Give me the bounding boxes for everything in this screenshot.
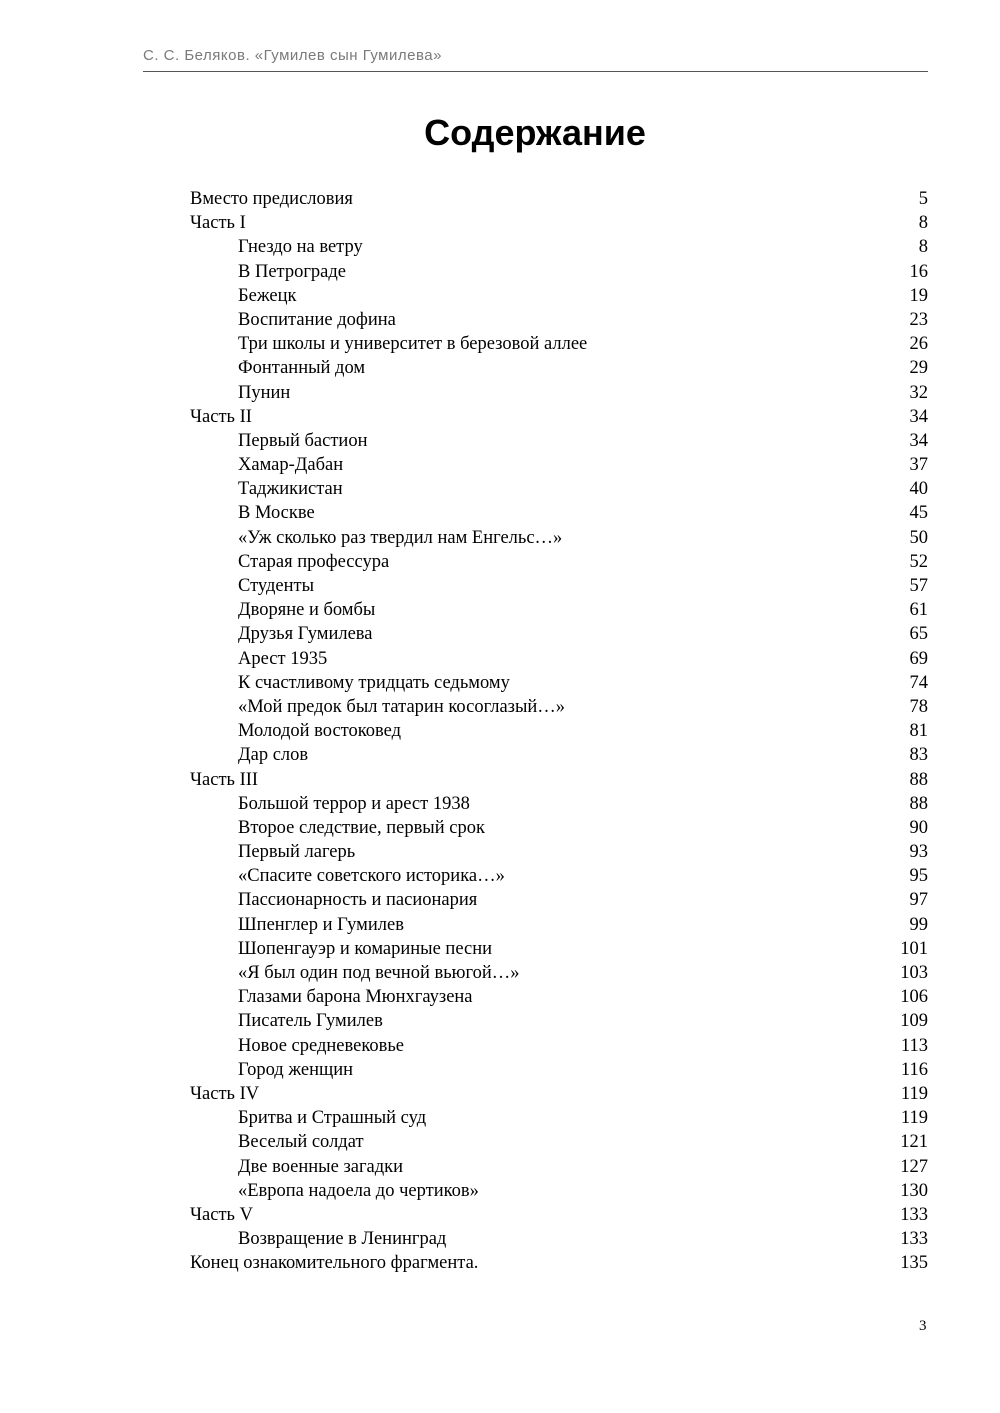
toc-entry-label: Дворяне и бомбы <box>238 600 376 621</box>
toc-chapter-entry[interactable] <box>190 1130 928 1154</box>
toc-chapter-entry[interactable] <box>190 647 928 671</box>
toc-entry-label: Шпенглер и Гумилев <box>238 914 404 935</box>
toc-part-entry[interactable] <box>190 768 928 792</box>
toc-chapter-entry[interactable] <box>190 671 928 695</box>
toc-entry-page: 29 <box>909 358 928 379</box>
toc-entry-label: Второе следствие, первый срок <box>238 817 485 838</box>
toc-entry-label: Шопенгауэр и комариные песни <box>238 938 493 959</box>
toc-chapter-entry[interactable] <box>190 381 928 405</box>
toc-chapter-entry[interactable] <box>190 1009 928 1033</box>
toc-entry-label: Фонтанный дом <box>238 358 366 379</box>
toc-entry-page: 69 <box>909 648 928 669</box>
toc-chapter-entry[interactable] <box>190 260 928 284</box>
toc-chapter-entry[interactable] <box>190 1058 928 1082</box>
toc-entry-label: В Москве <box>238 503 315 524</box>
toc-chapter-entry[interactable] <box>190 1155 928 1179</box>
toc-chapter-entry[interactable] <box>190 574 928 598</box>
toc-entry-label: Старая профессура <box>238 551 390 572</box>
toc-entry-page: 74 <box>909 672 928 693</box>
toc-entry-page: 103 <box>900 963 928 983</box>
toc-entry-label: Часть IV <box>190 1083 260 1104</box>
toc-part-entry[interactable] <box>190 1082 928 1106</box>
toc-entry-label: Бежецк <box>238 285 297 306</box>
toc-entry-label: Студенты <box>238 576 315 596</box>
toc-entry-page: 52 <box>909 551 928 572</box>
toc-entry-page: 26 <box>909 334 928 355</box>
toc-entry-page: 78 <box>909 696 928 717</box>
toc-entry-page: 95 <box>909 866 928 887</box>
toc-entry-label: Воспитание дофина <box>238 309 396 330</box>
toc-chapter-entry[interactable] <box>190 356 928 380</box>
toc-entry-label: Веселый солдат <box>238 1132 364 1153</box>
toc-entry-label: Гнездо на ветру <box>238 237 363 258</box>
toc-entry-page: 101 <box>900 938 928 959</box>
toc-chapter-entry[interactable] <box>190 792 928 816</box>
toc-chapter-entry[interactable] <box>190 622 928 646</box>
toc-entry-label: «Я был один под вечной вьюгой…» <box>238 963 520 983</box>
toc-entry-label: «Спасите советского историка…» <box>238 866 505 887</box>
toc-chapter-entry[interactable] <box>190 235 928 259</box>
toc-entry-page: 99 <box>909 914 928 935</box>
toc-chapter-entry[interactable] <box>190 453 928 477</box>
toc-entry-label: Часть V <box>190 1204 253 1225</box>
toc-part-entry[interactable] <box>190 211 928 235</box>
toc-chapter-entry[interactable] <box>190 332 928 356</box>
toc-entry-label: Глазами барона Мюнхгаузена <box>238 987 473 1008</box>
toc-part-entry[interactable] <box>190 187 928 211</box>
toc-entry-label: Первый лагерь <box>238 842 356 863</box>
toc-entry-page: 16 <box>909 261 928 282</box>
toc-chapter-entry[interactable] <box>190 840 928 864</box>
toc-entry-label: К счастливому тридцать седьмому <box>238 672 510 693</box>
toc-chapter-entry[interactable] <box>190 550 928 574</box>
toc-chapter-entry[interactable] <box>190 1179 928 1203</box>
toc-entry-page: 97 <box>909 890 928 911</box>
toc-chapter-entry[interactable] <box>190 961 928 985</box>
toc-part-entry[interactable] <box>190 1203 928 1227</box>
toc-entry-label: Хамар-Дабан <box>238 455 344 476</box>
toc-entry-page: 127 <box>900 1156 928 1177</box>
toc-entry-page: 116 <box>900 1059 928 1080</box>
toc-chapter-entry[interactable] <box>190 1034 928 1058</box>
toc-chapter-entry[interactable] <box>190 598 928 622</box>
toc-chapter-entry[interactable] <box>190 284 928 308</box>
toc-entry-page: 65 <box>909 624 928 645</box>
toc-entry-label: Таджикистан <box>238 479 343 500</box>
toc-entry-page: 93 <box>909 842 928 863</box>
toc-chapter-entry[interactable] <box>190 1106 928 1130</box>
toc-entry-page: 106 <box>900 987 928 1008</box>
toc-entry-label: Пассионарность и пасионария <box>238 890 478 911</box>
toc-entry-label: «Европа надоела до чертиков» <box>238 1180 479 1201</box>
toc-entry-label: Возвращение в Ленинград <box>238 1229 447 1250</box>
toc-chapter-entry[interactable] <box>190 719 928 743</box>
toc-entry-page: 34 <box>909 406 928 427</box>
toc-chapter-entry[interactable] <box>190 888 928 912</box>
toc-entry-label: Три школы и университет в березовой аллее <box>238 334 588 355</box>
toc-entry-label: Город женщин <box>238 1059 354 1080</box>
toc-entry-label: Молодой востоковед <box>238 721 402 742</box>
toc-chapter-entry[interactable] <box>190 985 928 1009</box>
page-title: Содержание <box>424 112 646 153</box>
toc-entry-page: 40 <box>909 479 928 500</box>
toc-entry-label: Вместо предисловия <box>190 189 353 209</box>
toc-entry-label: Новое средневековье <box>238 1035 405 1056</box>
toc-entry-label: Дар слов <box>238 745 309 766</box>
toc-entry-page: 81 <box>909 721 928 742</box>
toc-entry-page: 133 <box>900 1204 928 1225</box>
toc-entry-page: 23 <box>909 309 928 330</box>
toc-entry-page: 32 <box>909 382 928 403</box>
toc-chapter-entry[interactable] <box>190 864 928 888</box>
toc-entry-page: 83 <box>909 745 928 766</box>
toc-entry-label: Пунин <box>238 382 291 403</box>
toc-entry-label: В Петрограде <box>238 261 347 282</box>
toc-entry-page: 57 <box>909 576 928 596</box>
toc-chapter-entry[interactable] <box>190 526 928 550</box>
toc-entry-label: Конец ознакомительного фрагмента. <box>190 1253 479 1274</box>
toc-part-entry[interactable] <box>190 1251 928 1275</box>
toc-entry-page: 8 <box>918 213 928 234</box>
toc-entry-page: 8 <box>918 237 928 258</box>
toc-entry-page: 45 <box>909 503 928 524</box>
toc-entry-label: Друзья Гумилева <box>238 624 373 645</box>
toc-chapter-entry[interactable] <box>190 1227 928 1251</box>
toc-entry-label: «Уж сколько раз твердил нам Енгельс…» <box>238 527 563 548</box>
toc-entry-page: 37 <box>909 455 928 476</box>
toc-chapter-entry[interactable] <box>190 937 928 961</box>
toc-entry-page: 113 <box>900 1035 928 1056</box>
toc-entry-page: 135 <box>900 1253 928 1274</box>
toc-chapter-entry[interactable] <box>190 743 928 767</box>
toc-chapter-entry[interactable] <box>190 429 928 453</box>
toc-entry-page: 88 <box>909 769 928 790</box>
toc-entry-page: 133 <box>900 1229 928 1250</box>
toc-chapter-entry[interactable] <box>190 308 928 332</box>
header-divider <box>143 71 928 72</box>
running-header: С. С. Беляков. «Гумилев сын Гумилева» <box>143 47 442 64</box>
toc-entry-page: 121 <box>900 1132 928 1153</box>
toc-entry-label: Большой террор и арест 1938 <box>238 793 470 814</box>
toc-chapter-entry[interactable] <box>190 913 928 937</box>
toc-chapter-entry[interactable] <box>190 816 928 840</box>
toc-chapter-entry[interactable] <box>190 477 928 501</box>
toc-entry-label: «Мой предок был татарин косоглазый…» <box>238 696 566 717</box>
table-of-contents <box>190 187 928 1275</box>
toc-entry-page: 61 <box>909 600 928 621</box>
toc-entry-label: Часть II <box>190 406 252 427</box>
page-number: 3 <box>919 1318 927 1334</box>
toc-entry-label: Часть III <box>190 769 259 790</box>
toc-chapter-entry[interactable] <box>190 501 928 525</box>
toc-entry-label: Первый бастион <box>238 430 368 451</box>
toc-entry-page: 109 <box>900 1011 928 1032</box>
toc-entry-label: Часть I <box>190 213 246 234</box>
toc-entry-page: 19 <box>909 285 928 306</box>
toc-entry-label: Арест 1935 <box>238 648 328 669</box>
toc-entry-page: 50 <box>909 527 928 548</box>
toc-entry-page: 119 <box>900 1083 928 1104</box>
toc-entry-label: Бритва и Страшный суд <box>238 1108 427 1129</box>
toc-entry-label: Писатель Гумилев <box>238 1011 383 1032</box>
toc-entry-page: 88 <box>909 793 928 814</box>
toc-entry-page: 130 <box>900 1180 928 1201</box>
toc-chapter-entry[interactable] <box>190 695 928 719</box>
toc-entry-label: Две военные загадки <box>238 1156 404 1177</box>
toc-entry-page: 119 <box>900 1108 928 1129</box>
toc-entry-page: 5 <box>918 189 928 209</box>
toc-entry-page: 90 <box>909 817 928 838</box>
toc-part-entry[interactable] <box>190 405 928 429</box>
toc-entry-page: 34 <box>909 430 928 451</box>
